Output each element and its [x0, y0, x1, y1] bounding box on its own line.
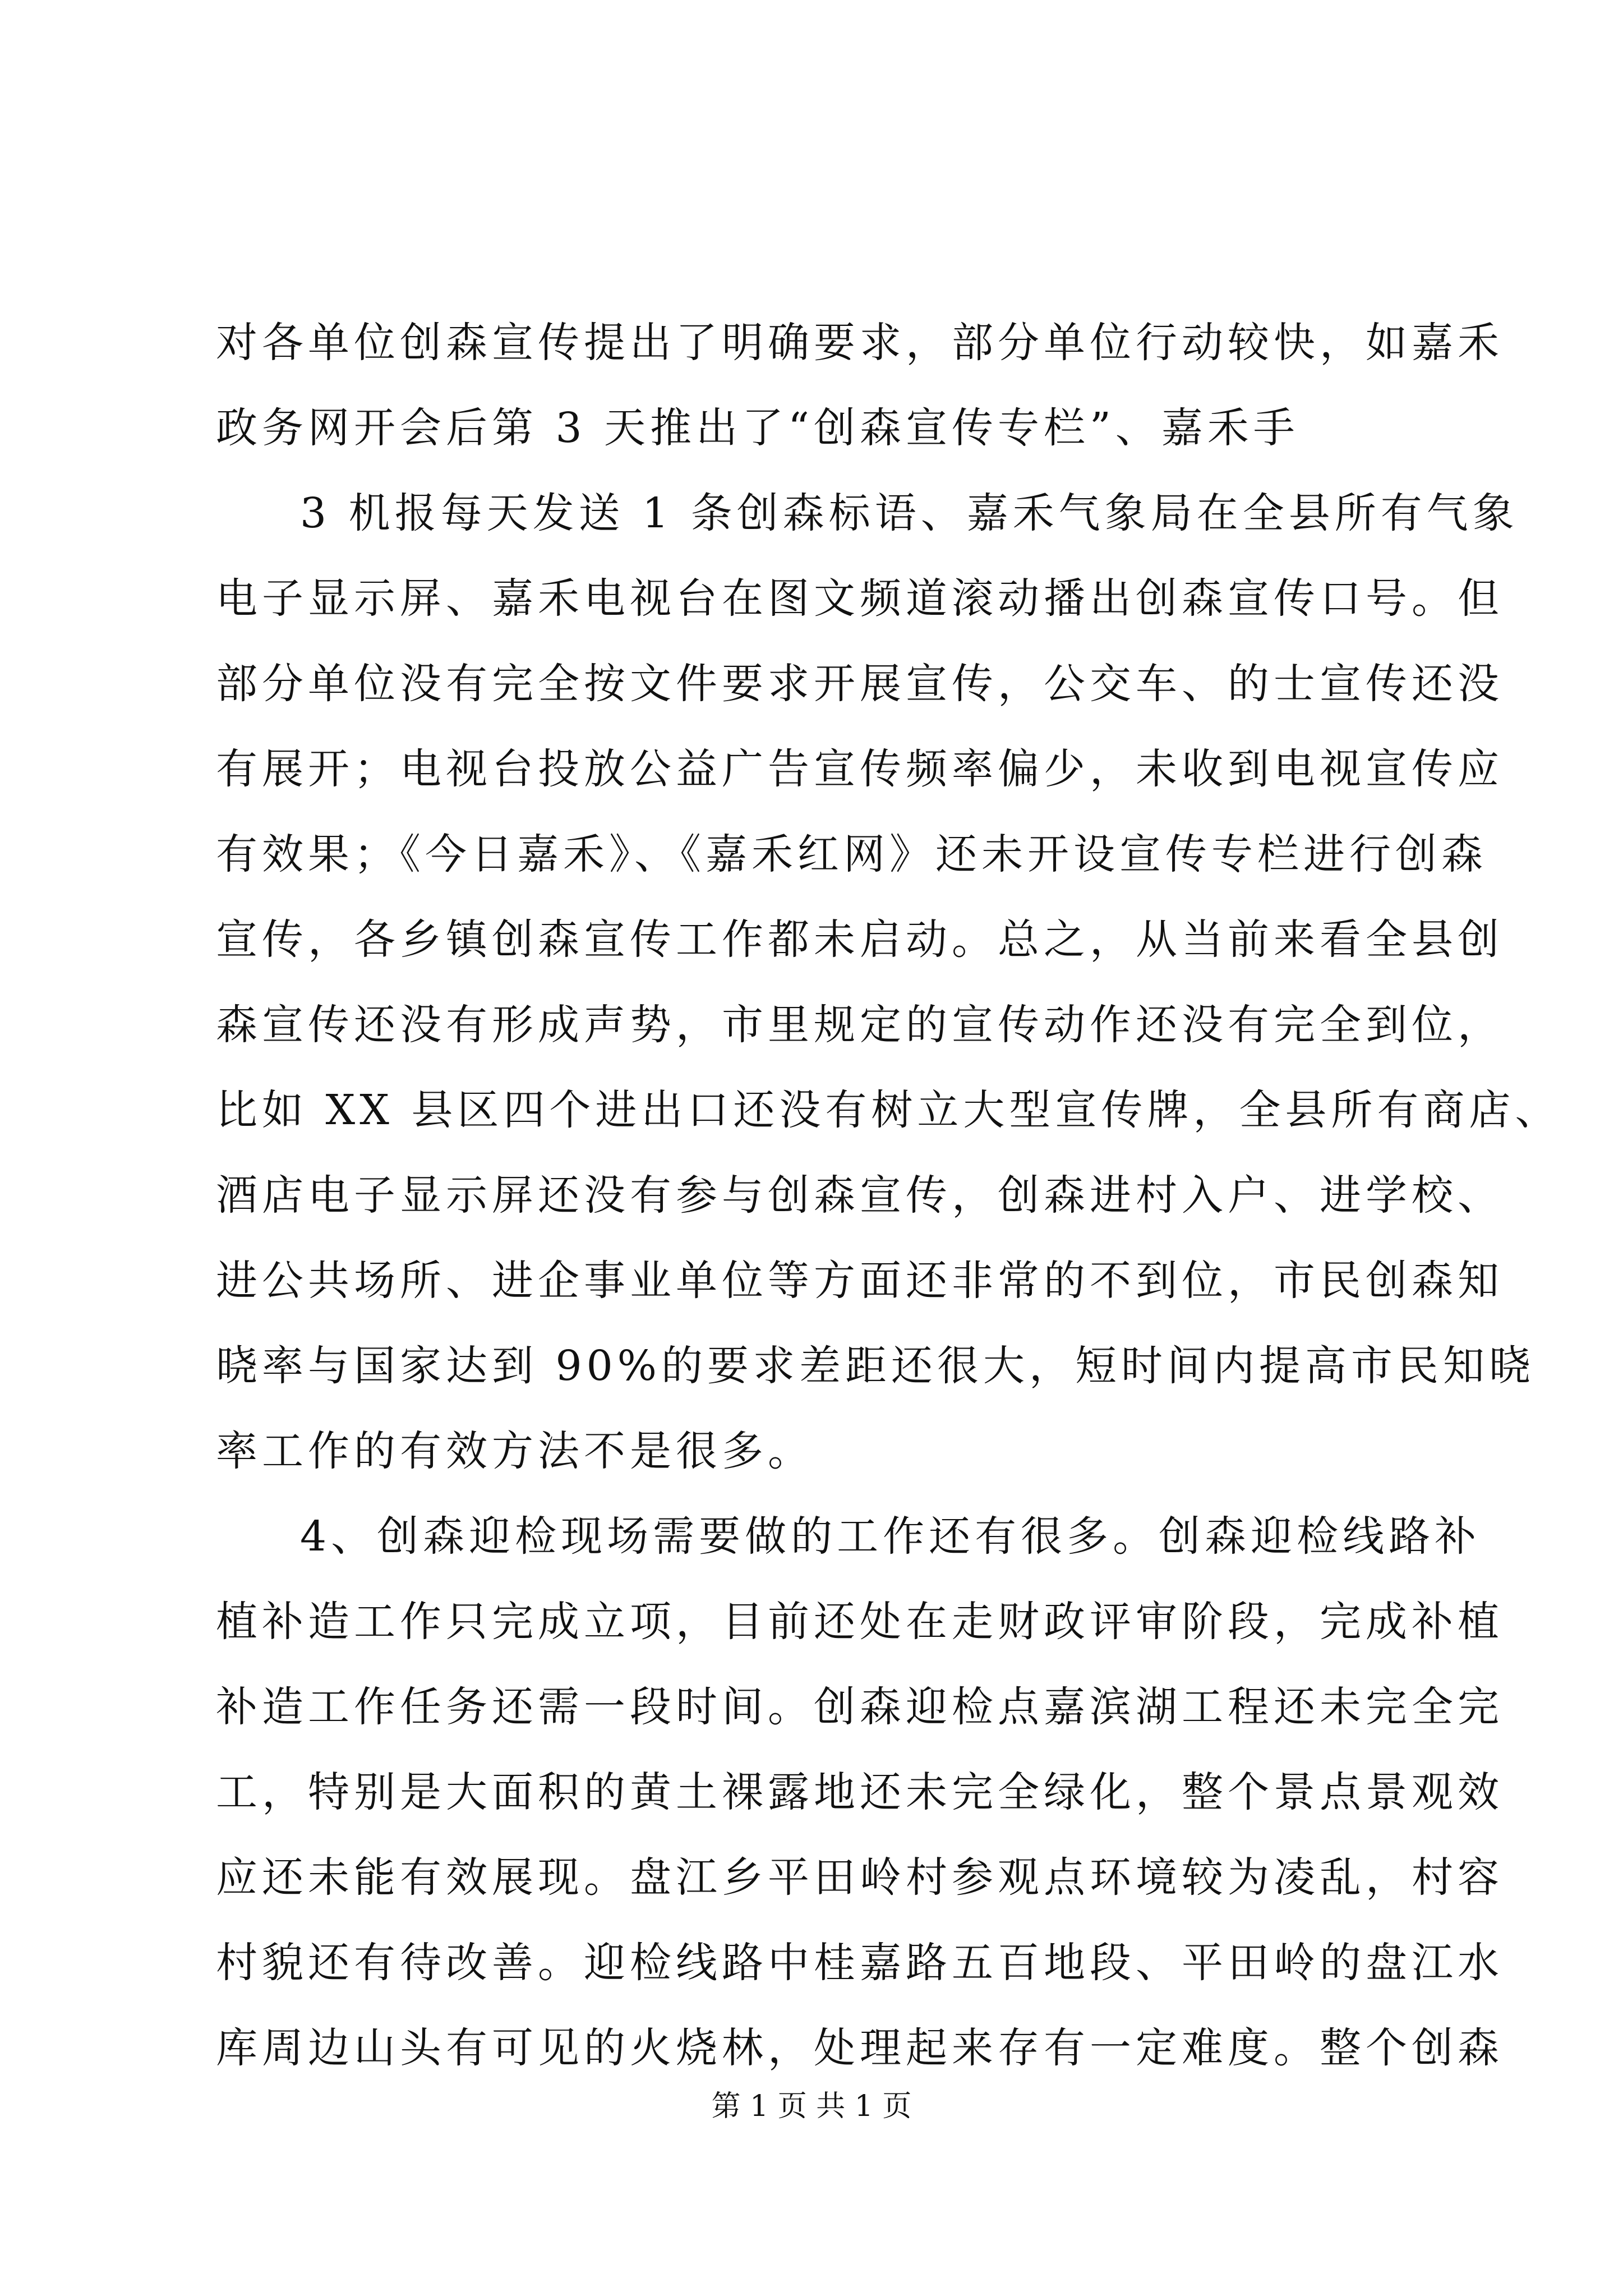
text-line: 库周边山头有可见的火烧林，处理起来存有一定难度。整个创森	[216, 2024, 1504, 2072]
page-number-label: 第 1 页 共 1 页	[711, 2090, 912, 2123]
text-line: 4、创森迎检现场需要做的工作还有很多。创森迎检线路补	[300, 1512, 1481, 1561]
text-line: 对各单位创森宣传提出了明确要求，部分单位行动较快，如嘉禾	[216, 319, 1504, 367]
document-body	[216, 300, 1561, 2091]
text-line: 电子显示屏、嘉禾电视台在图文频道滚动播出创森宣传口号。但	[216, 574, 1504, 623]
text-line: 酒店电子显示屏还没有参与创森宣传，创森进村入户、进学校、	[216, 1171, 1504, 1220]
text-line: 宣传，各乡镇创森宣传工作都未启动。总之，从当前来看全县创	[216, 915, 1504, 964]
page-footer	[0, 2087, 1623, 2126]
text-line: 政务网开会后第 3 天推出了“创森宣传专栏”、嘉禾手	[216, 404, 1299, 452]
text-line: 工，特别是大面积的黄土裸露地还未完全绿化，整个景点景观效	[216, 1768, 1504, 1816]
text-line: 部分单位没有完全按文件要求开展宣传，公交车、的士宣传还没	[216, 660, 1504, 708]
text-line: 村貌还有待改善。迎检线路中桂嘉路五百地段、平田岭的盘江水	[216, 1939, 1504, 1987]
text-line: 有效果；《今日嘉禾》、《嘉禾红网》还未开设宣传专栏进行创森	[216, 830, 1487, 878]
text-line: 植补造工作只完成立项，目前还处在走财政评审阶段，完成补植	[216, 1598, 1504, 1646]
text-line: 进公共场所、进企事业单位等方面还非常的不到位，市民创森知	[216, 1257, 1504, 1305]
text-line: 补造工作任务还需一段时间。创森迎检点嘉滨湖工程还未完全完	[216, 1683, 1504, 1731]
text-line: 有展开；电视台投放公益广告宣传频率偏少，未收到电视宣传应	[216, 745, 1504, 793]
text-line: 3 机报每天发送 1 条创森标语、嘉禾气象局在全县所有气象	[300, 489, 1519, 537]
text-line: 率工作的有效方法不是很多。	[216, 1427, 814, 1475]
text-line: 应还未能有效展现。盘江乡平田岭村参观点环境较为凌乱，村容	[216, 1853, 1504, 1902]
text-line: 晓率与国家达到 90%的要求差距还很大，短时间内提高市民知晓	[216, 1342, 1535, 1390]
text-line: 比如 XX 县区四个进出口还没有树立大型宣传牌，全县所有商店、	[216, 1086, 1561, 1134]
text-line: 森宣传还没有形成声势，市里规定的宣传动作还没有完全到位，	[216, 1001, 1504, 1049]
